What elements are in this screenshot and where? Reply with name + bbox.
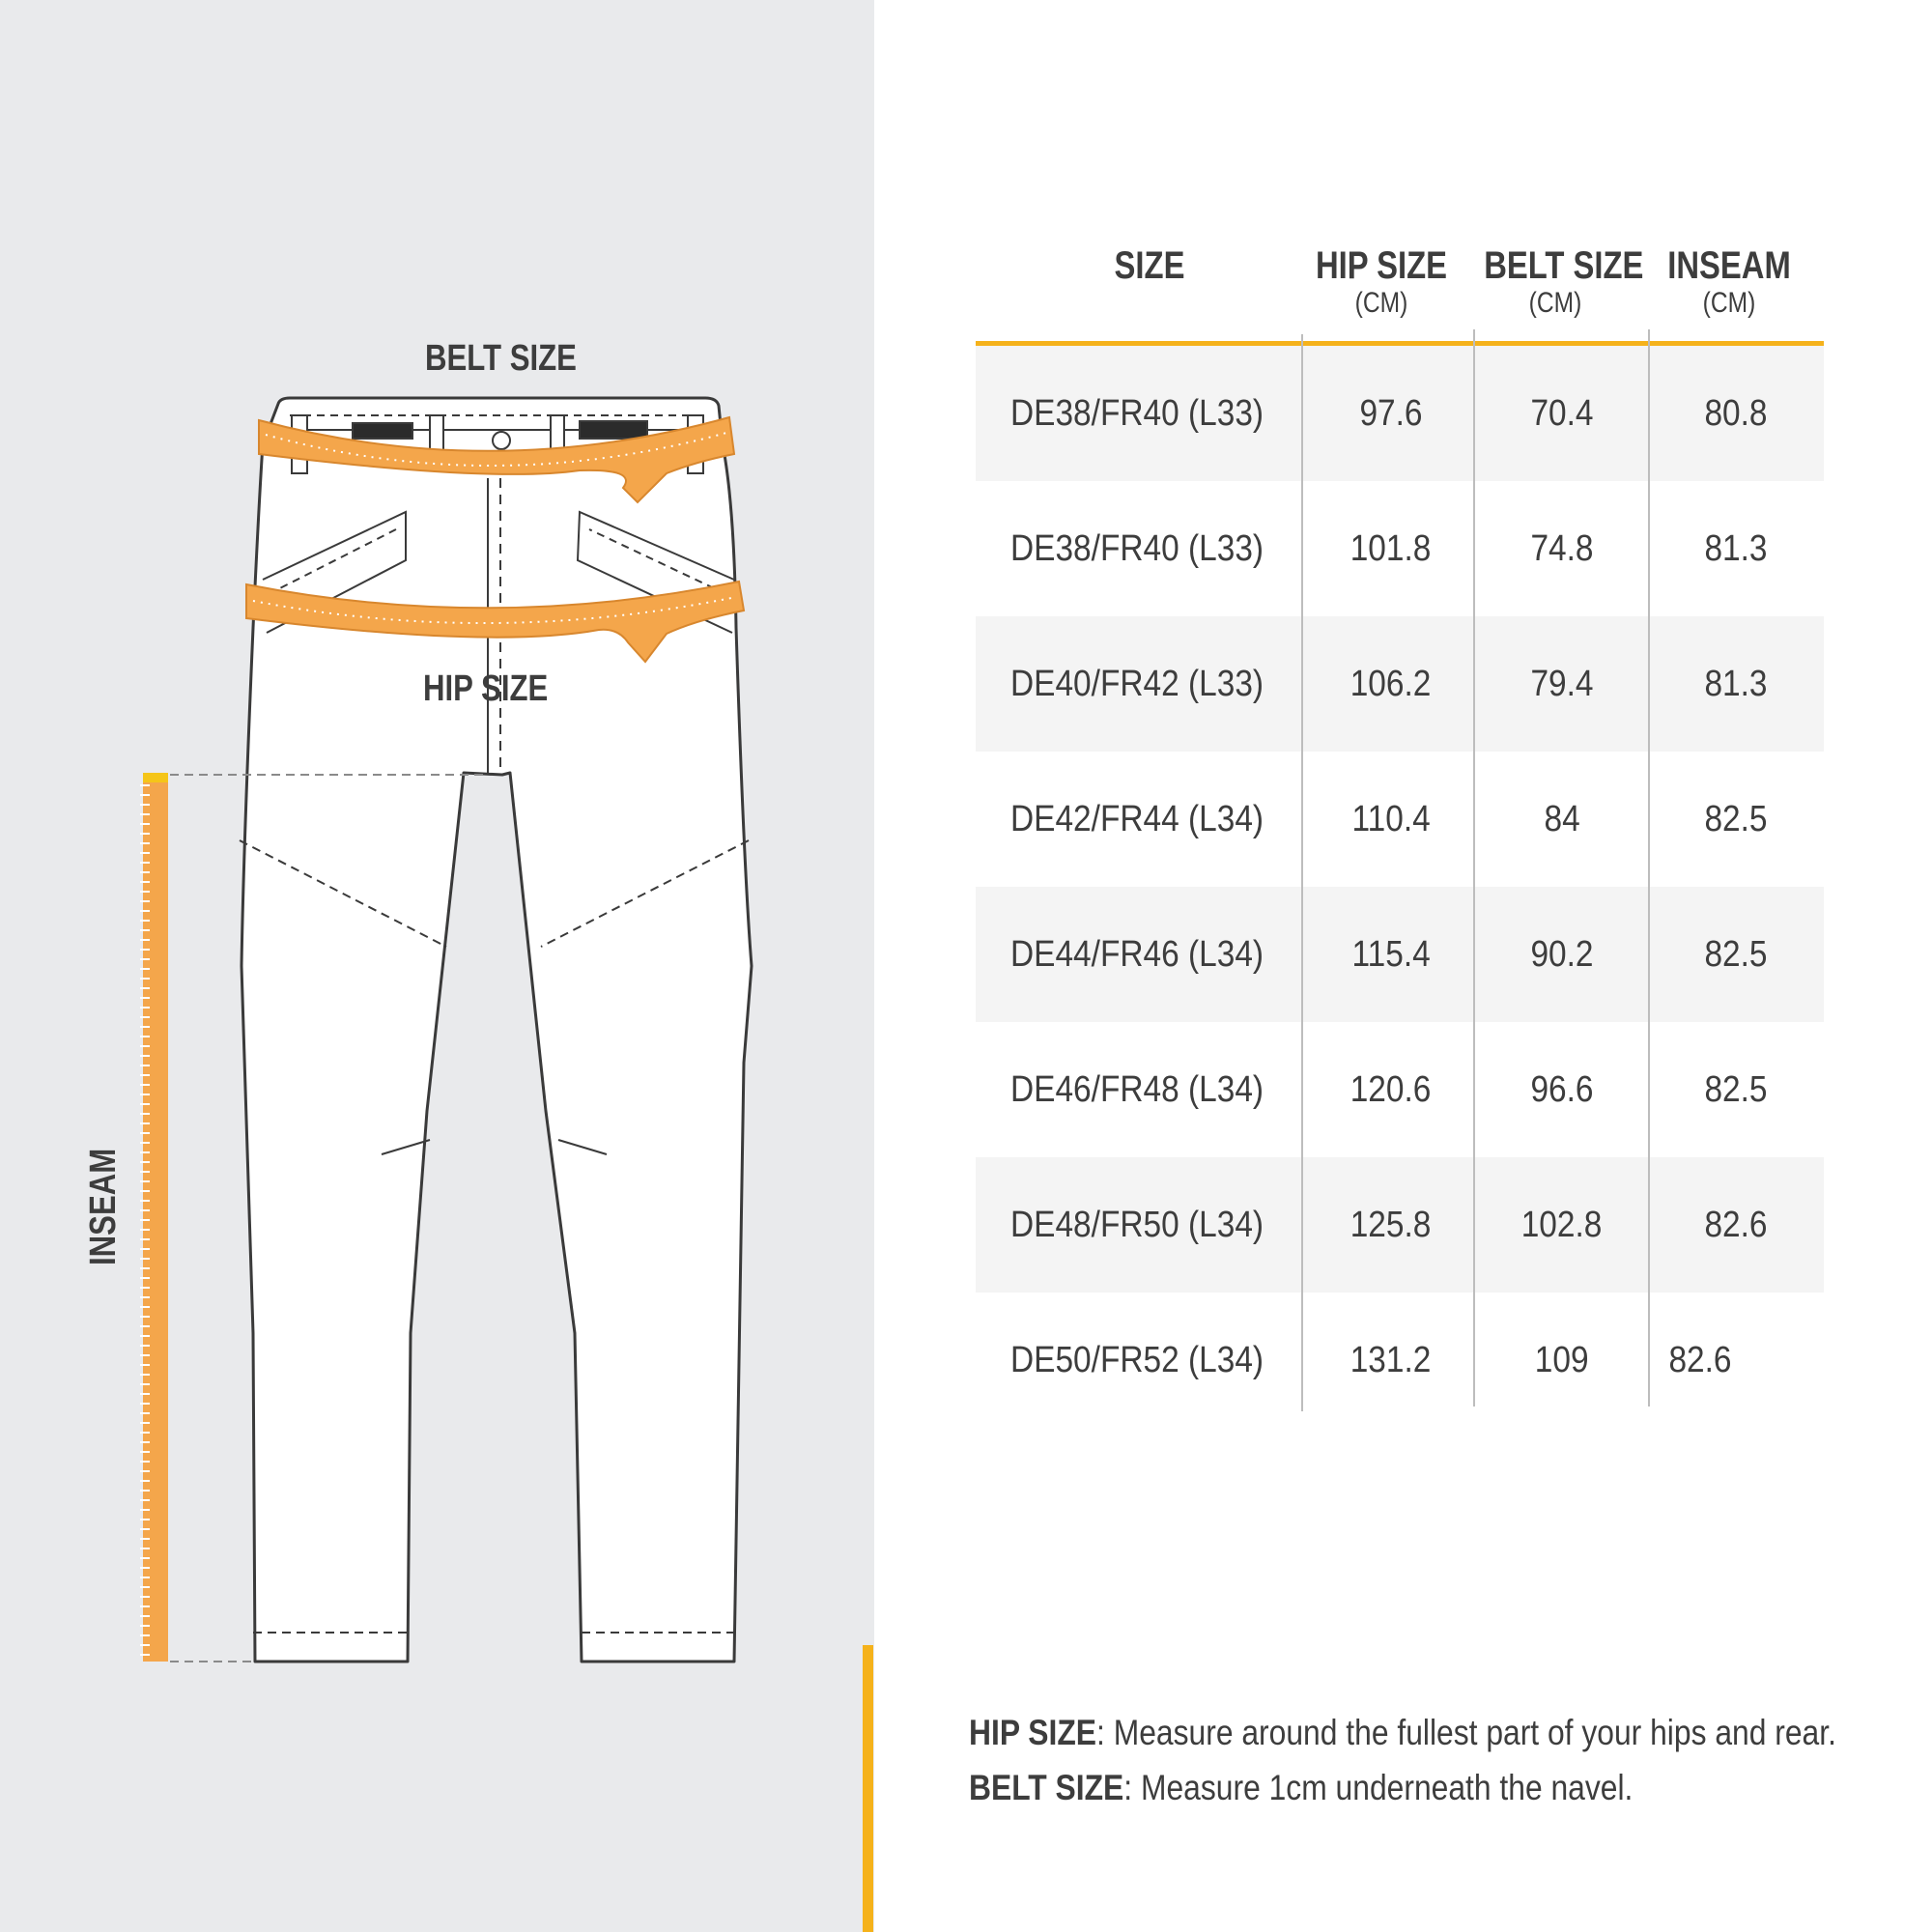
inseam-label: INSEAM — [83, 1148, 124, 1265]
belt-cell: 70.4 — [1530, 393, 1594, 434]
size-cell: DE42/FR44 (L34) — [1010, 799, 1264, 839]
column-divider — [1301, 334, 1303, 1411]
column-header-hip-size: HIP SIZE (CM) — [1315, 244, 1448, 319]
hip-size-note — [969, 1705, 1836, 1760]
column-header-belt-size: BELT SIZE (CM) — [1484, 244, 1644, 319]
hip-cell: 97.6 — [1359, 393, 1423, 434]
belt-cell: 109 — [1535, 1340, 1589, 1380]
hip-size-label: HIP SIZE — [423, 668, 549, 709]
hip-cell: 110.4 — [1351, 799, 1431, 839]
table-row — [976, 481, 1824, 616]
belt-cell: 74.8 — [1530, 528, 1594, 569]
table-header — [976, 232, 1826, 343]
note-text: : Measure 1cm underneath the navel. — [1123, 1768, 1634, 1807]
table-row — [976, 752, 1824, 887]
inseam-cell: 82.5 — [1704, 1069, 1768, 1110]
note-term: BELT SIZE — [969, 1768, 1124, 1807]
measurement-notes — [969, 1705, 1896, 1815]
hip-cell: 125.8 — [1350, 1205, 1432, 1245]
belt-cell: 90.2 — [1530, 934, 1594, 975]
size-cell: DE38/FR40 (L33) — [1010, 528, 1264, 569]
trousers-illustration — [0, 0, 874, 1932]
note-term: HIP SIZE — [969, 1713, 1097, 1752]
column-header-inseam: INSEAM (CM) — [1667, 244, 1791, 319]
size-cell: DE38/FR40 (L33) — [1010, 393, 1264, 434]
hip-cell: 131.2 — [1350, 1340, 1432, 1380]
inseam-cell: 81.3 — [1704, 664, 1768, 704]
inseam-cell: 82.5 — [1704, 934, 1768, 975]
belt-size-note — [969, 1760, 1767, 1815]
inseam-cell: 82.6 — [1704, 1205, 1768, 1245]
belt-cell: 96.6 — [1530, 1069, 1594, 1110]
table-row — [976, 616, 1824, 752]
table-row — [976, 1022, 1824, 1157]
size-cell: DE50/FR52 (L34) — [1010, 1340, 1264, 1380]
size-cell: DE46/FR48 (L34) — [1010, 1069, 1264, 1110]
table-row — [976, 1293, 1824, 1428]
hip-cell: 101.8 — [1350, 528, 1432, 569]
table-row — [976, 346, 1824, 481]
inseam-cell: 82.5 — [1704, 799, 1768, 839]
inseam-cell: 82.6 — [1668, 1340, 1732, 1380]
inseam-cell: 80.8 — [1704, 393, 1768, 434]
belt-size-label: BELT SIZE — [425, 338, 577, 379]
note-text: : Measure around the fullest part of your hips and rear. — [1096, 1713, 1836, 1752]
size-chart-table — [976, 232, 1826, 1380]
table-row — [976, 887, 1824, 1022]
belt-cell: 102.8 — [1521, 1205, 1603, 1245]
hip-cell: 115.4 — [1351, 934, 1431, 975]
column-divider — [1473, 329, 1475, 1406]
size-cell: DE40/FR42 (L33) — [1010, 664, 1264, 704]
column-divider — [1648, 329, 1650, 1406]
size-cell: DE44/FR46 (L34) — [1010, 934, 1264, 975]
belt-cell: 84 — [1544, 799, 1580, 839]
hip-cell: 106.2 — [1350, 664, 1432, 704]
inseam-cell: 81.3 — [1704, 528, 1768, 569]
belt-cell: 79.4 — [1530, 664, 1594, 704]
size-cell: DE48/FR50 (L34) — [1010, 1205, 1264, 1245]
trousers-outline — [242, 398, 752, 1662]
table-body — [976, 346, 1824, 1428]
column-header-size: SIZE — [1114, 244, 1185, 287]
table-row — [976, 1157, 1824, 1293]
hip-cell: 120.6 — [1350, 1069, 1432, 1110]
